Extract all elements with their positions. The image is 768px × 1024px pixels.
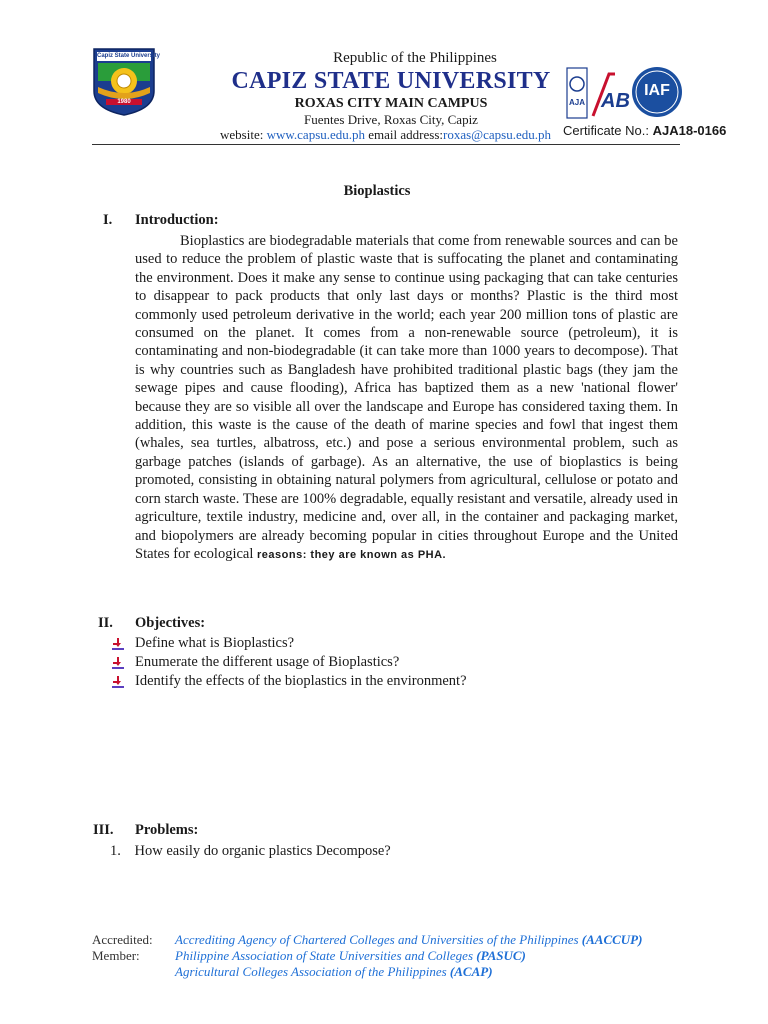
republic-line: Republic of the Philippines — [333, 50, 497, 66]
email-label: email address: — [368, 127, 444, 142]
logo-text: Capiz State University — [97, 53, 161, 59]
list-item — [111, 634, 671, 653]
section-3-number: III. — [93, 822, 114, 838]
problem-text: How easily do organic plastics Decompose? — [134, 843, 391, 859]
university-name: CAPIZ STATE UNIVERSITY — [231, 68, 551, 94]
document-title: Bioplastics — [343, 183, 411, 199]
arrow-bullet-icon — [111, 656, 125, 670]
footer-line-aaccup — [175, 932, 642, 948]
iaf-logo-text: IAF — [644, 82, 670, 99]
introduction-tail: reasons: they are known as PHA. — [257, 548, 447, 561]
section-2-heading: Objectives: — [135, 615, 206, 631]
arrow-bullet-icon — [111, 637, 125, 651]
certificate-number — [563, 123, 726, 138]
introduction-text: Bioplastics are biodegradable materials that come from renewable sources and can be used to reduce the problem of plastic waste that is suffocating the planet and contaminating the environment. Does it make any sense to continue using packaging that can take centuries to disappear to pack products that only last days or months? Plastic is the third most commonly used petroleum derivative in the world; each year 200 million tons of plastic are consumed on the planet. It comes from a non-renewable source (petroleum), it is contaminating and non-biodegradable (it can take more than 1000 years to decompose). That is why countries such as Bangladesh have prohibited traditional plastic bags (they jam the sewage pipes and cause flooding), Africa has baptized them as a new 'national flower' because they are so visible all over the landscape and Europe has considered taxing them. In addition, this waste is the cause of the death of marine species and fowl that ingest them (whales, sea turtles, albatross, etc.) and pose a serious environmental problem, such as garbage patches (islands of garbage). As an alternative, the use of bioplastics is being promoted, consisting in obtaining natural polymers from agricultural, cellulose or potato and corn starch waste. These are 100% degradable, equally resistant and versatile, already used in agriculture, textile industry, medicine and, over all, in the container and packaging market, and biopolymers are already becoming popular in cities throughout Europe and the United States for ecological — [135, 233, 678, 562]
certificate-value: AJA18-0166 — [652, 123, 727, 138]
footer-line-text: Accrediting Agency of Chartered Colleges and Universities of the Philippines — [175, 932, 579, 947]
campus-address: Fuentes Drive, Roxas City, Capiz — [304, 112, 478, 127]
footer-line-abbr: (AACCUP) — [581, 932, 643, 947]
problem-item — [110, 843, 391, 860]
objective-text: Enumerate the different usage of Bioplastics? — [135, 654, 400, 670]
footer-line-pasuc — [175, 948, 526, 964]
list-item — [111, 653, 671, 672]
section-3-heading: Problems: — [135, 822, 199, 838]
section-1-heading: Introduction: — [135, 212, 219, 228]
email-link[interactable]: roxas@capsu.edu.ph — [443, 127, 552, 142]
footer-line-text: Philippine Association of State Universities and Colleges — [175, 948, 474, 963]
list-item — [111, 672, 671, 691]
objective-text: Define what is Bioplastics? — [135, 635, 295, 651]
objective-text: Identify the effects of the bioplastics in the environment? — [135, 673, 467, 689]
problem-number: 1. — [110, 843, 121, 859]
footer-line-text: Agricultural Colleges Association of the Philippines — [175, 964, 447, 979]
website-label: website: — [220, 127, 264, 142]
footer-line-abbr: (ACAP) — [449, 964, 493, 979]
header-divider — [92, 144, 680, 145]
campus-name: ROXAS CITY MAIN CAMPUS — [294, 96, 488, 111]
section-2-number: II. — [98, 615, 113, 631]
logo-year: 1980 — [117, 99, 131, 105]
contact-line — [220, 127, 560, 143]
university-logo — [92, 47, 161, 117]
website-link[interactable]: www.capsu.edu.ph — [266, 127, 366, 142]
footer-line-abbr: (PASUC) — [476, 948, 526, 963]
aja-logo-text: AJA — [568, 98, 585, 107]
accredited-label: Accredited: — [92, 932, 153, 947]
arrow-bullet-icon — [111, 675, 125, 689]
section-1-number: I. — [103, 212, 113, 228]
certification-logos — [565, 64, 683, 122]
ab-logo-text: AB — [601, 90, 630, 112]
introduction-paragraph — [135, 232, 678, 564]
certificate-label: Certificate No.: — [563, 123, 649, 138]
footer-line-acap — [175, 964, 493, 980]
member-label: Member: — [92, 948, 140, 963]
objectives-list — [111, 634, 671, 691]
